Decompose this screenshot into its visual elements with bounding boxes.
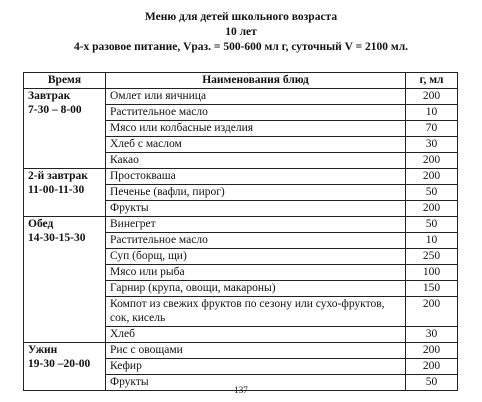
header-amount: г, мл — [406, 73, 458, 89]
amount-cell: 10 — [406, 105, 458, 121]
amount-cell: 250 — [406, 249, 458, 265]
dish-cell: Винегрет — [106, 217, 406, 233]
document-title: Меню для детей школьного возраста — [144, 11, 338, 23]
meal-name: Обед — [28, 218, 54, 230]
amount-cell: 200 — [406, 343, 458, 359]
meal-hours: 11-00-11-30 — [28, 184, 85, 196]
page-number: 137 — [234, 385, 248, 395]
meal-time-lunch — [24, 217, 106, 343]
dish-cell: Простокваша — [106, 169, 406, 185]
amount-cell: 30 — [406, 327, 458, 343]
dish-cell: Растительное масло — [106, 105, 406, 121]
dish-cell: Хлеб с маслом — [106, 137, 406, 153]
dish-cell: Какао — [106, 153, 406, 169]
dish-cell: Мясо или колбасные изделия — [106, 121, 406, 137]
dish-cell: Кефир — [106, 359, 406, 375]
menu-table — [23, 72, 458, 391]
header-time: Время — [24, 73, 106, 89]
table-row — [24, 89, 458, 105]
dish-cell: Омлет или яичница — [106, 89, 406, 105]
dish-cell: Рис с овощами — [106, 343, 406, 359]
meal-hours: 7-30 – 8-00 — [28, 104, 82, 116]
table-row — [24, 169, 458, 185]
meal-name: Завтрак — [28, 90, 71, 102]
amount-cell: 200 — [406, 359, 458, 375]
meal-time-dinner — [24, 343, 106, 391]
amount-cell: 50 — [406, 185, 458, 201]
dish-cell: Фрукты — [106, 375, 406, 391]
dish-cell: Гарнир (крупа, овощи, макароны) — [106, 281, 406, 297]
meal-time-second-breakfast — [24, 169, 106, 217]
amount-cell: 100 — [406, 265, 458, 281]
meal-time-breakfast — [24, 89, 106, 169]
amount-cell: 200 — [406, 89, 458, 105]
table-row — [24, 343, 458, 359]
header-dish: Наименования блюд — [106, 73, 406, 89]
amount-cell: 150 — [406, 281, 458, 297]
table-row — [24, 217, 458, 233]
meal-name: 2-й завтрак — [28, 170, 88, 182]
amount-cell: 200 — [406, 153, 458, 169]
amount-cell: 10 — [406, 233, 458, 249]
meal-name: Ужин — [28, 344, 58, 356]
document-subtitle-age: 10 лет — [225, 26, 257, 38]
amount-cell: 30 — [406, 137, 458, 153]
dish-cell: Печенье (вафли, пирог) — [106, 185, 406, 201]
dish-cell: Хлеб — [106, 327, 406, 343]
meal-hours: 14-30-15-30 — [28, 232, 86, 244]
dish-cell: Суп (борщ, щи) — [106, 249, 406, 265]
amount-cell: 200 — [406, 169, 458, 185]
document-subtitle-volume: 4-х разовое питание, Vраз. = 500-600 мл г, суточный V = 2100 мл. — [73, 41, 409, 53]
amount-cell: 50 — [406, 375, 458, 391]
dish-cell: Компот из свежих фруктов по сезону или сухо-фруктов, сок, кисель — [106, 297, 406, 327]
dish-cell: Растительное масло — [106, 233, 406, 249]
amount-cell: 70 — [406, 121, 458, 137]
amount-cell: 200 — [406, 297, 458, 327]
meal-hours: 19-30 –20-00 — [28, 358, 91, 370]
dish-cell: Фрукты — [106, 201, 406, 217]
amount-cell: 50 — [406, 217, 458, 233]
dish-cell: Мясо или рыба — [106, 265, 406, 281]
table-header-row — [24, 73, 458, 89]
amount-cell: 200 — [406, 201, 458, 217]
